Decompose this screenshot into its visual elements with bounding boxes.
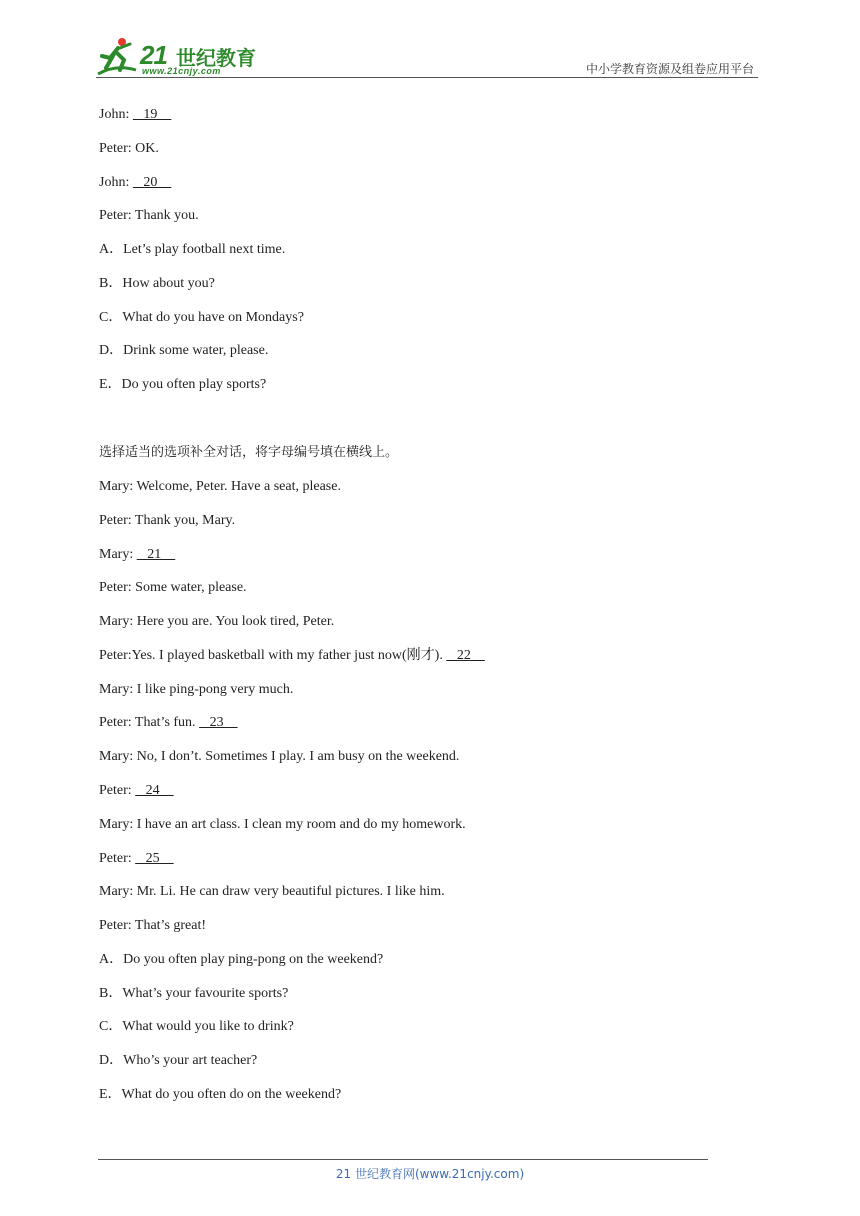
dialogue-line: Peter: Thank you. [99,208,199,223]
speaker-label: Peter: That’s fun. [99,715,200,730]
dialogue-line: Mary: No, I don’t. Sometimes I play. I am busy on the weekend. [99,749,460,764]
option-e: E．Do you often play sports? [99,377,267,392]
speaker-label: Peter: [99,851,136,866]
speaker-label: Peter:Yes. I played basketball with my father just now(刚才). [99,648,447,663]
answer-blank-25[interactable]: 25 [135,851,174,866]
option-c: C．What do you have on Mondays? [99,310,304,325]
dialogue-line: Mary: Mr. Li. He can draw very beautiful pictures. I like him. [99,884,445,899]
platform-title: 中小学教育资源及组卷应用平台 [585,62,754,76]
answer-blank-20[interactable]: 20 [132,175,172,190]
option-b: B．What’s your favourite sports? [99,986,289,1001]
header-divider [96,77,758,78]
dialogue-line: Peter: That’s great! [99,918,207,933]
footer-link[interactable]: 21 世纪教育网(www.21cnjy.com) [335,1167,525,1181]
option-b: B．How about you? [99,276,215,291]
answer-blank-22[interactable]: 22 [446,648,485,663]
speaker-label: John: [99,175,133,190]
answer-blank-23[interactable]: 23 [199,715,238,730]
dialogue-line [99,647,485,665]
dialogue-line [99,782,174,800]
logo-chinese-name: 世纪教育 [176,46,256,70]
dialogue-line [99,546,175,564]
dialogue-line: Peter: Some water, please. [99,580,247,595]
site-logo [96,34,266,78]
dialogue-line [99,850,174,868]
dialogue-line [99,106,171,124]
logo-number: 21 [140,40,167,70]
answer-blank-24[interactable]: 24 [135,783,174,798]
speaker-label: John: [99,107,133,122]
option-a: A．Do you often play ping-pong on the weekend? [99,952,384,967]
answer-blank-19[interactable]: 19 [132,107,172,122]
option-d: D．Who’s your art teacher? [99,1053,258,1068]
logo-url: www.21cnjy.com [142,66,221,76]
dialogue-line: Mary: I like ping-pong very much. [99,682,294,697]
runner-logo-icon [96,34,140,78]
dialogue-line [99,714,238,732]
option-e: E．What do you often do on the weekend? [99,1087,342,1102]
dialogue-line: Peter: Thank you, Mary. [99,513,236,528]
dialogue-line: Mary: Here you are. You look tired, Peter. [99,614,335,629]
page-header [96,34,758,78]
footer-divider [98,1159,708,1160]
option-d: D．Drink some water, please. [99,343,269,358]
option-a: A．Let’s play football next time. [99,242,286,257]
answer-blank-21[interactable]: 21 [136,547,176,562]
section-instruction: 选择适当的选项补全对话，将字母编号填在横线上。 [99,445,399,460]
speaker-label: Peter: [99,783,136,798]
option-c: C．What would you like to drink? [99,1019,294,1034]
dialogue-line: Mary: Welcome, Peter. Have a seat, please. [99,479,341,494]
speaker-label: Mary: [99,547,137,562]
dialogue-line: Peter: OK. [99,141,159,156]
dialogue-line [99,174,171,192]
dialogue-line: Mary: I have an art class. I clean my room and do my homework. [99,817,466,832]
